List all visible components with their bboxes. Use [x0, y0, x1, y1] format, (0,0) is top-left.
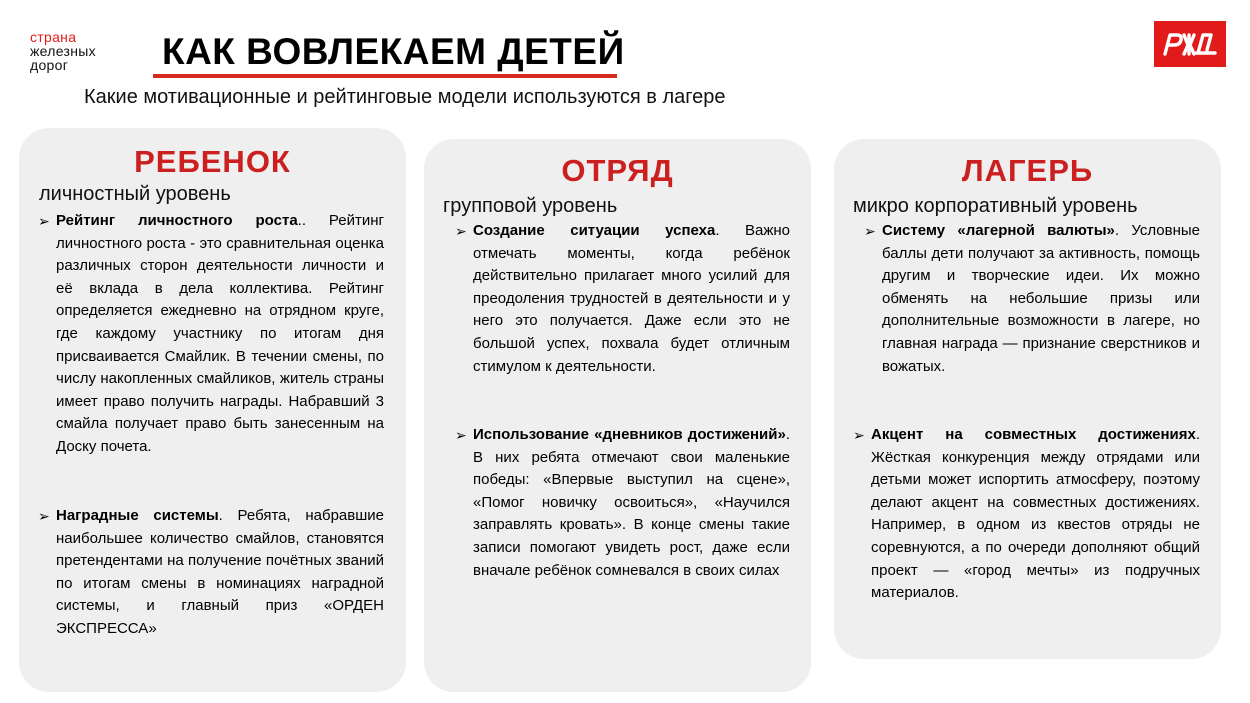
bullet-item — [38, 210, 384, 459]
bullet-lead: Рейтинг личностного роста — [56, 212, 298, 229]
card-level: личностный уровень — [39, 183, 231, 205]
bullet-item — [455, 220, 790, 378]
bullet-text: . В них ребята отмечают свои маленькие победы: «Впервые выступил на сцене», «Помог новичку освоиться», «Научился заправлять кровать». В конце смены такие записи помогают увидеть рост, даже если вначале ребёнок сомневался в своих силах — [473, 426, 790, 579]
bullet-lead: Использование «дневников достижений» — [473, 426, 786, 443]
card-child — [19, 128, 406, 692]
arrow-bullet-icon: ➢ — [38, 508, 50, 524]
bullet-item — [38, 505, 384, 641]
brand-wordmark-line3: дорог — [30, 57, 69, 73]
arrow-bullet-icon: ➢ — [38, 213, 50, 229]
brand-wordmark-line1: страна — [30, 29, 77, 45]
arrow-bullet-icon: ➢ — [455, 223, 467, 239]
bullet-text: . Жёсткая конкуренция между отрядами или детьми может испортить атмосферу, поэтому делают акцент на совместных достижениях. Например, в одном из квестов отряды не соревнуются, а по очереди дополняют общий проект — «город мечты» из подручных материалов. — [871, 426, 1200, 602]
bullet-lead: Наградные системы — [56, 507, 219, 524]
bullet-text: . Ребята, набравшие наибольшее количество смайлов, становятся претендентами на получение почётных званий по итогам смены в номинациях наградной системы, и главный приз «ОРДЕН ЭКСПРЕССА» — [56, 507, 384, 637]
card-squad — [424, 139, 811, 692]
bullet-text: .. Рейтинг личностного роста - это сравнительная оценка различных сторон деятельности личности и её вклада в дела коллектива. Рейтинг определяется ежедневно на отрядном круге, где каждому участнику по итогам дня присваивается Смайлик. В течении смены, по числу накопленных смайликов, житель страны имеет право получить награды. Набравший 3 смайла получает право быть занесенным на Доску почета. — [56, 212, 384, 455]
brand-wordmark — [30, 30, 96, 72]
bullet-item — [864, 220, 1201, 378]
arrow-bullet-icon: ➢ — [864, 223, 876, 239]
page-subtitle: Какие мотивационные и рейтинговые модели используются в лагере — [84, 86, 726, 108]
bullet-item — [853, 424, 1200, 605]
bullet-lead: Систему «лагерной валюты» — [882, 222, 1115, 239]
page-title: КАК ВОВЛЕКАЕМ ДЕТЕЙ — [162, 31, 625, 72]
arrow-bullet-icon: ➢ — [853, 427, 865, 443]
card-title: ЛАГЕРЬ — [961, 153, 1094, 188]
bullet-lead: Акцент на совместных достижениях — [871, 426, 1196, 443]
arrow-bullet-icon: ➢ — [455, 427, 467, 443]
card-level: групповой уровень — [443, 195, 618, 217]
title-underline — [153, 74, 617, 78]
bullet-lead: Создание ситуации успеха — [473, 222, 716, 239]
card-camp — [834, 139, 1221, 659]
rzd-logo-icon — [1154, 21, 1226, 67]
bullet-text: . Важно отмечать моменты, когда ребёнок действительно прилагает много усилий для преодоления трудностей в деятельности и у него это получается. Даже если это не большой успех, похвала будет отличным стимулом к деятельности. — [473, 222, 790, 375]
bullet-item — [455, 424, 790, 582]
card-level: микро корпоративный уровень — [853, 195, 1138, 217]
bullet-text: . Условные баллы дети получают за активность, помощь другим и творческие идеи. Их можно обменять на небольшие призы или дополнительные возможности в лагере, но главная награда — признание сверстников и вожатых. — [882, 222, 1201, 375]
card-title: ОТРЯД — [561, 153, 674, 188]
card-title: РЕБЕНОК — [134, 144, 291, 179]
brand-wordmark-line2: железных — [30, 43, 96, 59]
